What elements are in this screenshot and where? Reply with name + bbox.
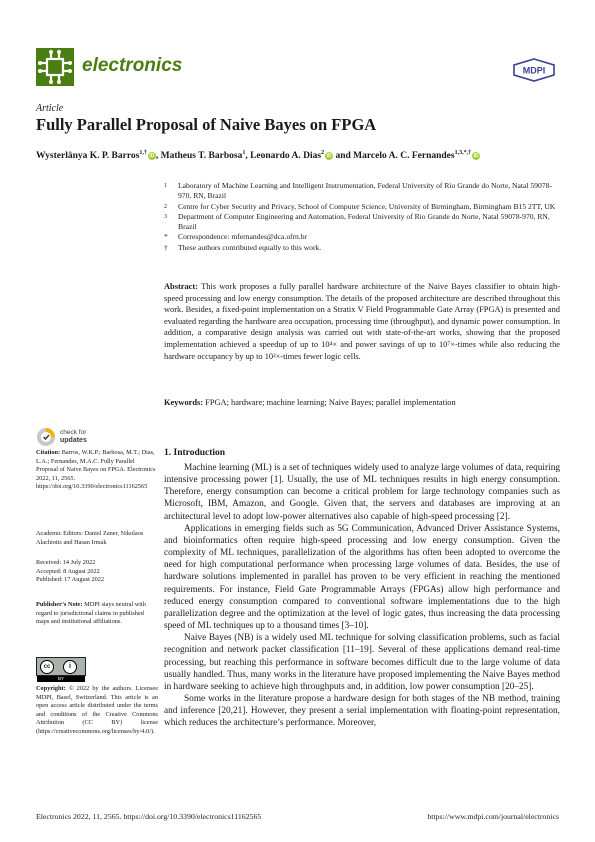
affiliation-text: These authors contributed equally to this work. xyxy=(178,242,322,252)
affiliation-item xyxy=(164,232,559,242)
citation-block xyxy=(36,449,158,492)
received-date: Received: 14 July 2022 xyxy=(36,559,96,566)
copyright-text: © 2022 by the authors. Licensee MDPI, Basel, Switzerland. This article is an open access article distributed under the terms and conditions of the Creative Commons Attribution (CC BY) license (https://creativecommons.org/licenses/by/4.0/). xyxy=(36,685,159,735)
affiliation-text: Centre for Cyber Security and Privacy, School of Computer Science, University of Birmingham, Birmingham B15 2TT, UK xyxy=(178,201,556,211)
cc-icon: cc xyxy=(40,660,54,674)
orcid-icon[interactable]: iD xyxy=(149,152,155,159)
publisher-note xyxy=(36,601,158,627)
cc-by-label: BY xyxy=(37,676,85,682)
journal-logo-icon xyxy=(36,48,74,86)
body-paragraph: Naive Bayes (NB) is a widely used ML technique for solving classification problems, such as facial recognition and network packet classification [11–19]. Several of these applications demand real-time processing, but reaching this performance in software becomes difficult due to the large volume of data usually handled. Thus, many works in the literature have proposed implementing the Naive Bayes method in hardware seeking to achieve high throughputs and, in addition, low power consumption [20–25]. xyxy=(164,633,560,692)
citation-label: Citation: xyxy=(36,449,61,456)
keywords-text: FPGA; hardware; machine learning; Naive Bayes; parallel implementation xyxy=(205,398,456,407)
publisher-note-label: Publisher’s Note: xyxy=(36,601,83,608)
academic-editors: Academic Editors: Daniel Zaner, Nikolaos Alachiotis and Hasan Irmak xyxy=(36,530,144,546)
check-updates-line2: updates xyxy=(60,436,87,444)
affiliation-item xyxy=(164,181,559,202)
author-name: Wysterlânya K. P. Barros xyxy=(36,151,140,162)
abstract xyxy=(164,281,560,362)
author-name: Leonardo A. Dias xyxy=(250,151,322,162)
citation-text[interactable]: Barros, W.K.P.; Barbosa, M.T.; Dias, L.A.; Fernandes, M.A.C. Fully Parallel Proposal of Naive Bayes on FPGA. Electronics 2022, 11, 2565. https://doi.org/10.3390/electronics11162565 xyxy=(36,449,156,491)
author-separator: , xyxy=(245,151,251,162)
keywords-label: Keywords: xyxy=(164,398,204,407)
affiliation-text: Laboratory of Machine Learning and Intelligent Instrumentation, Federal University of Rio Grande do Norte, Natal 59078-970, RN, Brazil xyxy=(178,181,552,201)
affiliation-item xyxy=(164,202,559,212)
check-updates-icon xyxy=(36,427,56,447)
abstract-text: This work proposes a fully parallel hardware architecture of the Naive Bayes classifier to obtain high-speed processing and low energy consumption. The details of the proposed architecture are described throughout this work. Besides, a fixed-point implementation on a Stratix V Field Programmable Gate Array (FPGA) is presented and evaluated regarding the hardware area occupation, processing time (throughput), and dynamic power consumption. In addition, a comparative design analysis was carried out with state-of-the-art works, showing that the proposed implementation achieved a speedup of up to 10⁴× and power savings of up to 10⁷×-times while also reducing the hardware occupancy by up to 10²×-times fewer logic cells. xyxy=(164,282,561,361)
orcid-icon[interactable]: iD xyxy=(326,152,332,159)
affiliation-mark: 2 xyxy=(164,203,167,210)
section-heading: 1. Introduction xyxy=(164,448,226,458)
article-type: Article xyxy=(36,103,64,114)
published-date: Published: 17 August 2022 xyxy=(36,576,105,584)
author-name: Marcelo A. C. Fernandes xyxy=(353,151,455,162)
check-updates-text xyxy=(60,429,87,444)
author-affiliation-mark: 2 xyxy=(321,150,325,156)
affiliation-text: Department of Computer Engineering and Automation, Federal University of Rio Grande do Norte, Natal 59078-970, RN, Brazil xyxy=(178,211,550,232)
affiliation-mark: 3 xyxy=(164,213,167,220)
page-title: Fully Parallel Proposal of Naive Bayes on FPGA xyxy=(36,115,377,134)
body-text xyxy=(164,462,560,729)
affiliation-item xyxy=(164,212,559,233)
copyright-block xyxy=(36,685,158,737)
accepted-date: Accepted: 8 August 2022 xyxy=(36,567,100,575)
affiliation-list xyxy=(164,181,559,253)
abstract-label: Abstract: xyxy=(164,282,198,291)
publisher-note-text: MDPI stays neutral with regard to jurisdictional claims in published maps and institutional affiliations. xyxy=(36,601,146,626)
body-paragraph: Applications in emerging fields such as 5G Communication, Advanced Driver Assistance Systems, and bioinformatics often require high-speed processing and low energy consumption. Given the complexity of ML techniques, parallelization of the algorithms has often been adopted to overcome the need for high computational performance when processing large volumes of data. Besides, the use of hardware solutions implemented in parallel has proven to be very efficient in reaching the mentioned requirements. For instance, Field Gate Programmable Arrays (FPGAs) allow high performance and reduced energy consumption compared to conventional software implementations due to the high parallelization degree and the optimization at the level of logic gates, thus increasing the data processing speed of ML techniques up to a thousand times [3–10]. xyxy=(164,523,560,632)
dates-block xyxy=(36,559,158,585)
keywords xyxy=(164,398,560,407)
affiliation-mark: * xyxy=(164,232,168,242)
copyright-label: Copyright: xyxy=(36,685,66,692)
author-separator: , xyxy=(155,151,161,162)
body-paragraph: Machine learning (ML) is a set of techniques widely used to analyze large volumes of data, requiring intensive processing power [1]. Usually, the use of ML techniques results in high energy consumption. Therefore, energy consumption can become a critical problem for large technology companies such as Microsoft, IBM, Amazon, and Google. Given that, the servers and databases are improving at an architectural level to adopt low-power alternatives also capable of high-speed processing [2]. xyxy=(164,463,560,522)
author-name: Matheus T. Barbosa xyxy=(160,151,243,162)
check-for-updates-button[interactable] xyxy=(36,427,96,447)
check-updates-line1: check for xyxy=(60,429,87,436)
mdpi-logo-icon xyxy=(513,58,555,82)
footer-journal-url[interactable]: https://www.mdpi.com/journal/electronics xyxy=(427,812,559,821)
correspondence-text[interactable]: Correspondence: mfernandes@dca.ufrn.br xyxy=(178,232,308,242)
body-paragraph: Some works in the literature propose a hardware design for both stages of the NB method, training and inference [20,21]. However, they present a serial implementation with floating-point representation, which reduces the architecture’s performance. Moreover, xyxy=(164,693,560,729)
attribution-icon: i xyxy=(63,660,77,674)
affiliation-mark: † xyxy=(164,242,168,252)
author-separator: and xyxy=(333,151,354,162)
cc-by-license-icon[interactable] xyxy=(36,657,86,681)
author-affiliation-mark: 1,3,*,† xyxy=(454,150,472,156)
mdpi-logo-text: MDPI xyxy=(522,65,546,76)
author-affiliation-mark: 1 xyxy=(242,150,246,156)
orcid-icon[interactable]: iD xyxy=(473,152,479,159)
affiliation-mark: 1 xyxy=(164,183,167,189)
footer-citation[interactable]: Electronics 2022, 11, 2565. https://doi.org/10.3390/electronics11162565 xyxy=(36,812,262,821)
affiliation-item xyxy=(164,243,559,253)
journal-name: electronics xyxy=(82,55,183,76)
author-affiliation-mark: 1,† xyxy=(139,150,147,156)
author-list xyxy=(36,150,561,161)
